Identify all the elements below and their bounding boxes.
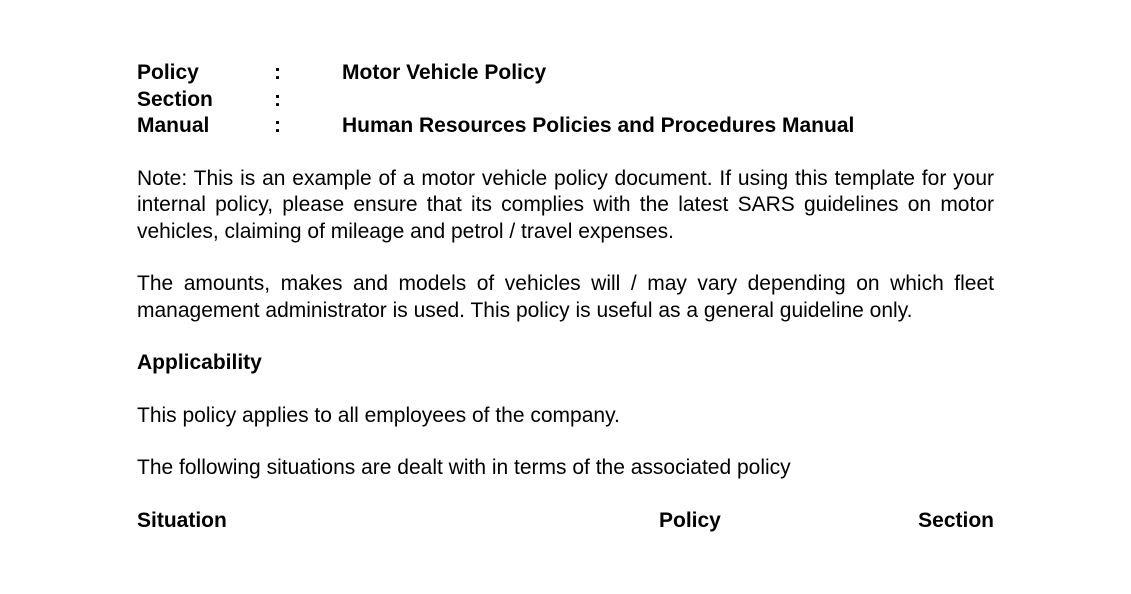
manual-row <box>137 113 994 140</box>
applicability-heading: Applicability <box>137 351 262 374</box>
section-value <box>342 87 994 114</box>
policy-header <box>137 60 994 140</box>
section-colon: : <box>274 87 281 111</box>
amounts-paragraph: The amounts, makes and models of vehicles will / may vary depending on which fleet management administrator is used. This policy is useful as a general guideline only. <box>137 272 994 322</box>
policy-label: Policy <box>137 61 199 84</box>
applies-paragraph: This policy applies to all employees of the company. <box>137 403 620 427</box>
policy-value: Motor Vehicle Policy <box>342 61 547 84</box>
policy-row <box>137 60 994 87</box>
section-label: Section <box>137 87 213 111</box>
policy-colon: : <box>274 61 281 84</box>
manual-value: Human Resources Policies and Procedures Manual <box>342 114 855 137</box>
section-column-header: Section <box>918 508 994 532</box>
situation-table-header <box>137 508 994 535</box>
manual-colon: : <box>274 114 281 137</box>
policy-column-header: Policy <box>659 508 721 532</box>
situations-intro-paragraph: The following situations are dealt with in terms of the associated policy <box>137 456 791 479</box>
document-page <box>137 60 994 534</box>
situation-column-header: Situation <box>137 508 227 532</box>
manual-label: Manual <box>137 114 210 137</box>
note-paragraph: Note: This is an example of a motor vehicle policy document. If using this template for your internal policy, please ensure that its complies with the latest SARS guidelines on motor vehicles, claiming of mileage and petrol / travel expenses. <box>137 166 994 243</box>
section-row <box>137 87 994 114</box>
